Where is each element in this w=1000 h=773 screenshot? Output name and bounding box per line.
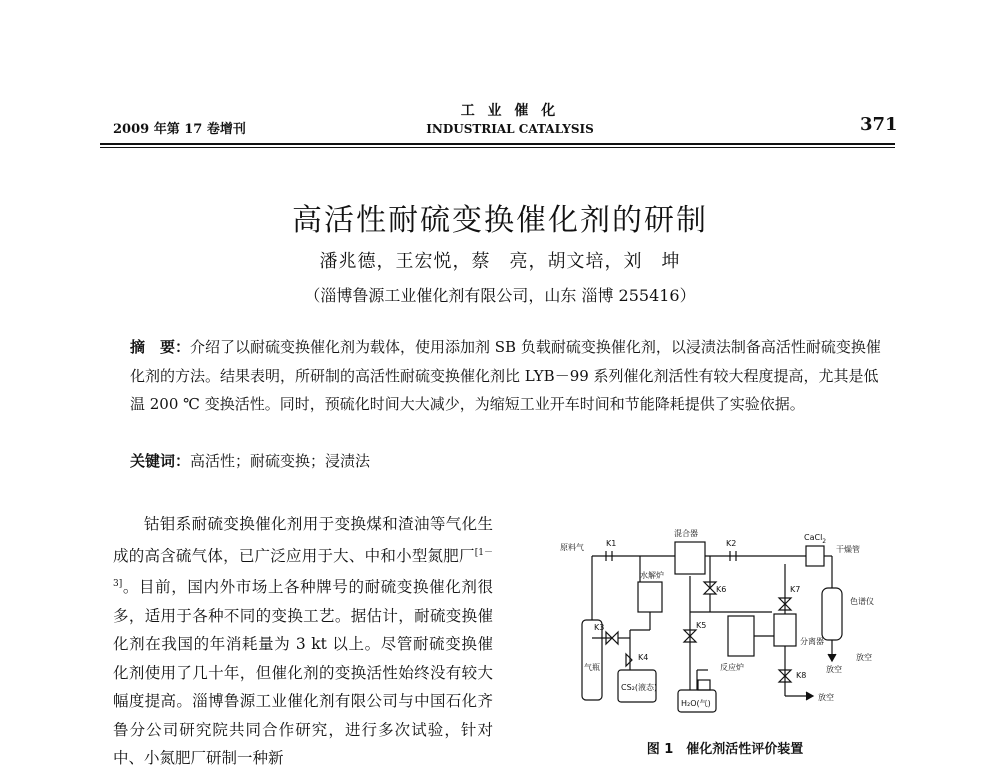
page-number: 371	[860, 114, 898, 135]
label-gc: 色谱仪	[850, 597, 874, 606]
label-k2: K2	[726, 539, 737, 548]
header-rule-thin	[100, 147, 895, 148]
dryer-tube	[806, 546, 824, 566]
keywords-text: 高活性；耐硫变换；浸渍法	[190, 452, 371, 470]
journal-name-cn: 工 业 催 化	[460, 103, 560, 119]
label-vent-2: 放空	[818, 693, 834, 702]
apparatus-diagram	[560, 520, 890, 730]
abstract	[130, 333, 885, 419]
citation: [1－3]	[113, 547, 493, 590]
label-k8: K8	[796, 671, 807, 680]
affiliation: （淄博鲁源工业催化剂有限公司，山东 淄博 255416）	[304, 286, 696, 305]
label-cylinder: 气瓶	[584, 663, 600, 672]
authors: 潘兆德，王宏悦，蔡 亮，胡文培，刘 坤	[319, 251, 681, 272]
keywords	[130, 450, 885, 471]
label-mixer: 混合器	[674, 529, 698, 538]
valve-k4	[626, 654, 632, 666]
label-h2o: H₂O(气)	[681, 699, 711, 708]
label-k3: K3	[594, 623, 605, 632]
paper-title: 高活性耐硫变换催化剂的研制	[292, 203, 708, 238]
label-k4: K4	[638, 653, 649, 662]
gc-instrument	[822, 588, 842, 640]
label-vent-3: 放空	[856, 653, 872, 662]
label-hydrolysis: 水解炉	[640, 571, 664, 580]
label-k5: K5	[696, 621, 707, 630]
label-vent-1: 放空	[826, 665, 842, 674]
abstract-text: 介绍了以耐硫变换催化剂为载体，使用添加剂 SB 负载耐硫变换催化剂，以浸渍法制备高活性耐硫变换催化剂的方法。结果表明，所研制的高活性耐硫变换催化剂比 LYB－99 系列催化剂活性有较大程度提高，尤其是低温 200 ℃ 变换活性。同时，预硫化时间大大减少，为缩短工业开车时间和节能降耗提供了实验依据。	[130, 338, 881, 413]
figure-caption: 图 1 催化剂活性评价装置	[646, 742, 804, 757]
body-text-a: 钴钼系耐硫变换催化剂用于变换煤和渣油等气化生成的高含硫气体，已广泛应用于大、中和小型氮肥厂	[113, 515, 493, 565]
reactor	[728, 616, 754, 656]
abstract-label: 摘 要：	[130, 338, 191, 356]
separator	[774, 614, 796, 646]
body-text-b: 。目前，国内外市场上各种牌号的耐硫变换催化剂很多，适用于各种不同的变换工艺。据估计，耐硫变换催化剂在我国的年消耗量为 3 kt 以上。尽管耐硫变换催化剂使用了几十年，但催化剂的变换活性始终没有较大幅度提高。淄博鲁源工业催化剂有限公司与中国石化齐鲁分公司研究院共同合作研究，进行多次试验，针对中、小氮肥厂研制一种新	[113, 578, 493, 768]
journal-name-en: INDUSTRIAL CATALYSIS	[426, 122, 594, 136]
mixer-vessel	[675, 542, 705, 574]
label-separator: 分离器	[800, 637, 824, 646]
gas-cylinder	[582, 620, 605, 700]
body-paragraph	[113, 510, 493, 773]
label-feed-gas: 原料气	[560, 543, 584, 552]
hydrolysis-furnace	[638, 582, 662, 612]
journal-header	[400, 100, 620, 136]
keywords-label: 关键词：	[130, 452, 191, 470]
label-cs2: CS₂(液态)	[621, 683, 658, 692]
header-rule	[100, 143, 895, 145]
label-k6: K6	[716, 585, 727, 594]
label-reactor: 反应炉	[720, 663, 744, 672]
label-k1: K1	[606, 539, 617, 548]
label-k7: K7	[790, 585, 801, 594]
label-dryer: 干燥管	[836, 545, 860, 554]
journal-issue: 2009 年第 17 卷增刊	[113, 122, 246, 137]
label-cacl2: CaCl$_2$	[804, 533, 827, 545]
